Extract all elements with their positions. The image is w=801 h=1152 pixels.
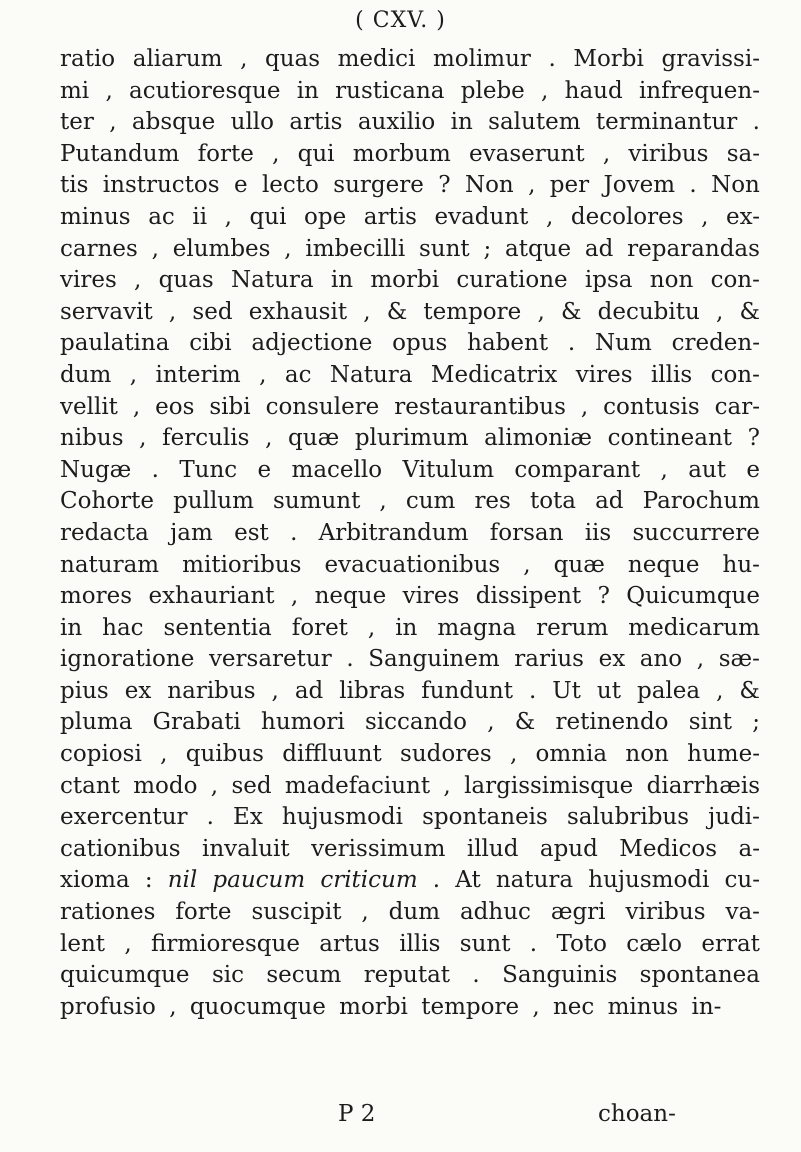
- text-line: servavit , sed exhausit , & tempore , & decubitu , &: [60, 298, 760, 325]
- text-line: lent , firmioresque artus illis sunt . Toto cælo errat: [60, 930, 760, 957]
- text-line: ter , absque ullo artis auxilio in salutem terminantur .: [60, 109, 760, 136]
- text-line: paulatina cibi adjectione opus habent . Num creden-: [60, 330, 760, 357]
- text-line: mores exhauriant , neque vires dissipent ? Quicumque: [60, 583, 760, 610]
- text-line: xioma : nil paucum criticum . At natura hujusmodi cu-: [60, 867, 760, 894]
- text-line: Putandum forte , qui morbum evaserunt , viribus sa-: [60, 140, 760, 167]
- text-line: vires , quas Natura in morbi curatione ipsa non con-: [60, 267, 760, 294]
- text-line: vellit , eos sibi consulere restaurantibus , contusis car-: [60, 393, 760, 420]
- page-number-header: ( CXV. ): [355, 8, 446, 33]
- text-line: tis instructos e lecto surgere ? Non , per Jovem . Non: [60, 172, 760, 199]
- text-line: dum , interim , ac Natura Medicatrix vires illis con-: [60, 361, 760, 388]
- body-text: [60, 44, 760, 1023]
- text-line: pluma Grabati humori siccando , & retinendo sint ;: [60, 709, 760, 736]
- text-line: ctant modo , sed madefaciunt , largissimisque diarrhæis: [60, 772, 760, 799]
- text-line: in hac sententia foret , in magna rerum medicarum: [60, 614, 760, 641]
- text-line: exercentur . Ex hujusmodi spontaneis salubribus judi-: [60, 804, 760, 831]
- text-line: minus ac ii , qui ope artis evadunt , decolores , ex-: [60, 203, 760, 230]
- text-line: ignoratione versaretur . Sanguinem rarius ex ano , sæ-: [60, 646, 760, 673]
- text-line: quicumque sic secum reputat . Sanguinis spontanea: [60, 962, 760, 989]
- text-line: Cohorte pullum sumunt , cum res tota ad Parochum: [60, 488, 760, 515]
- page-footer: [0, 1098, 801, 1130]
- text-line: naturam mitioribus evacuationibus , quæ neque hu-: [60, 551, 760, 578]
- text-line: profusio , quocumque morbi tempore , nec minus in-: [60, 993, 722, 1020]
- text-line: nibus , ferculis , quæ plurimum alimoniæ contineant ?: [60, 425, 760, 452]
- text-line: pius ex naribus , ad libras fundunt . Ut ut palea , &: [60, 677, 760, 704]
- text-line: Nugæ . Tunc e macello Vitulum comparant , aut e: [60, 456, 760, 483]
- text-line: mi , acutioresque in rusticana plebe , haud infrequen-: [60, 77, 760, 104]
- text-line: copiosi , quibus diffluunt sudores , omnia non hume-: [60, 741, 760, 768]
- signature-mark: P 2: [338, 1101, 376, 1127]
- text-line: cationibus invaluit verissimum illud apud Medicos a-: [60, 835, 760, 862]
- text-line: carnes , elumbes , imbecilli sunt ; atque ad reparandas: [60, 235, 760, 262]
- catchword: choan-: [598, 1101, 676, 1127]
- text-line: redacta jam est . Arbitrandum forsan iis succurrere: [60, 519, 760, 546]
- text-line: rationes forte suscipit , dum adhuc ægri viribus va-: [60, 899, 760, 926]
- text-line: ratio aliarum , quas medici molimur . Morbi gravissi-: [60, 46, 760, 72]
